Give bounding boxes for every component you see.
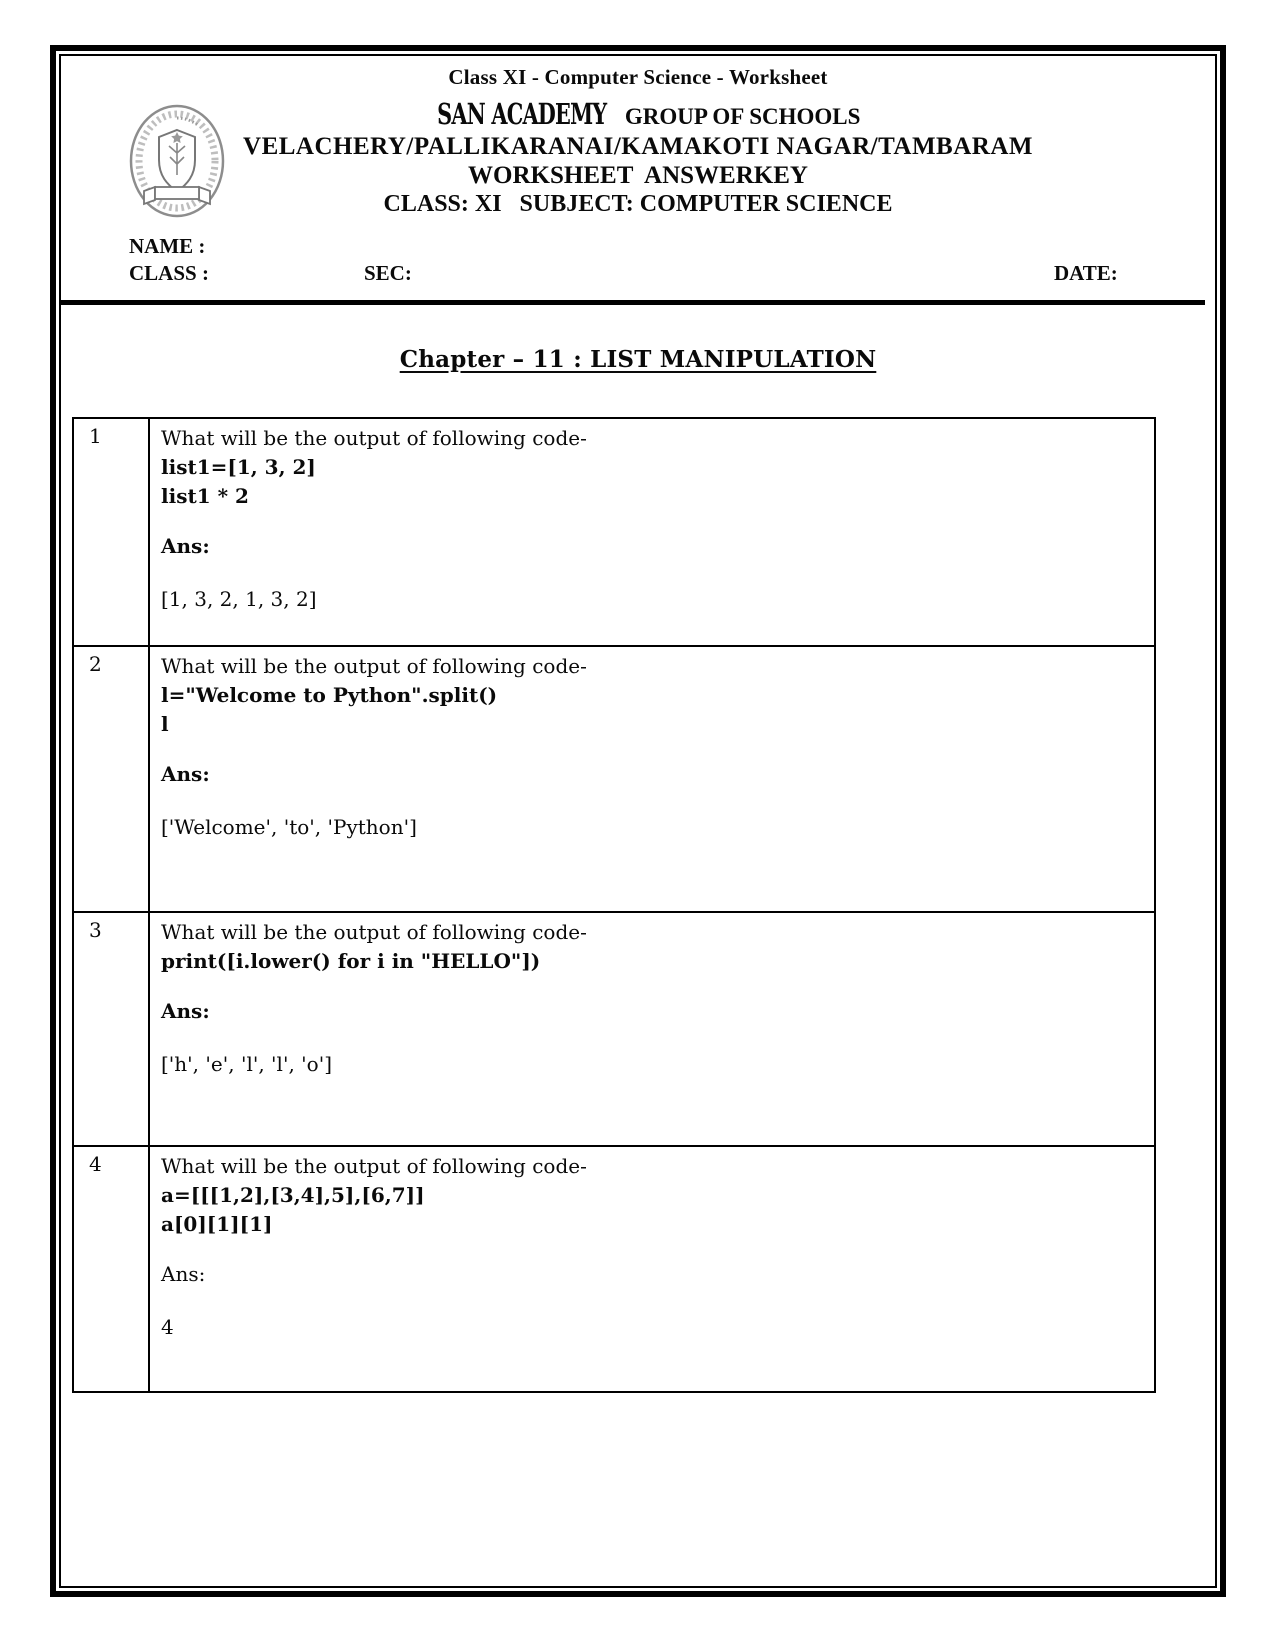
page-frame [50,45,1226,1597]
answer-label: Ans: [161,762,210,786]
question-row [73,646,1155,912]
document-title: Class XI - Computer Science - Worksheet [448,65,828,89]
class-subject-line: CLASS: XI SUBJECT: COMPUTER SCIENCE [383,191,893,217]
question-row [73,1146,1155,1392]
questions-tbody [73,418,1155,1392]
question-cell [149,1146,1155,1392]
worksheet-answerkey-line: WORKSHEET ANSWERKEY [468,162,808,189]
code-line: l [161,712,169,736]
code-line: list1 * 2 [161,484,249,508]
question-cell [149,418,1155,646]
school-name-suffix: GROUP OF SCHOOLS [619,104,861,129]
answer-text: [1, 3, 2, 1, 3, 2] [161,587,317,611]
school-name-decorative: SAN ACADEMY [436,98,606,132]
chapter-title: Chapter – 11 : LIST MANIPULATION [399,346,877,373]
question-code [161,453,1142,511]
question-prompt: What will be the output of following code- [161,654,587,678]
question-prompt: What will be the output of following code- [161,1154,587,1178]
school-crest-icon [127,103,227,221]
questions-table [72,417,1156,1393]
page-frame-inner [59,54,1217,1588]
code-line: print([i.lower() for i in "HELLO"]) [161,949,541,973]
student-fields [61,234,1215,287]
date-label: DATE: [1054,261,1118,285]
answer-text: ['Welcome', 'to', 'Python'] [161,815,417,839]
question-cell [149,646,1155,912]
question-number: 2 [73,646,149,912]
question-prompt: What will be the output of following code- [161,426,587,450]
question-row [73,912,1155,1146]
header-divider-rule [61,300,1205,305]
question-code [161,681,1142,739]
school-name-line [61,98,1215,132]
code-line: a=[[[1,2],[3,4],5],[6,7]] [161,1183,425,1207]
answer-label: Ans: [161,1262,206,1286]
school-header [61,98,1215,219]
class-label: CLASS : [129,261,209,285]
question-cell [149,912,1155,1146]
question-number: 3 [73,912,149,1146]
answer-text: ['h', 'e', 'l', 'l', 'o'] [161,1052,332,1076]
code-line: a[0][1][1] [161,1212,273,1236]
answer-text: 4 [161,1315,174,1339]
answer-label: Ans: [161,999,210,1023]
question-prompt: What will be the output of following code- [161,920,587,944]
question-code [161,947,1142,976]
answer-label: Ans: [161,534,210,558]
school-branches: VELACHERY/PALLIKARANAI/KAMAKOTI NAGAR/TAMBARAM [243,133,1033,160]
question-code [161,1181,1142,1239]
code-line: l="Welcome to Python".split() [161,683,498,707]
question-number: 4 [73,1146,149,1392]
question-number: 1 [73,418,149,646]
code-line: list1=[1, 3, 2] [161,455,316,479]
name-label: NAME : [129,234,206,258]
sec-label: SEC: [364,261,412,285]
school-crest-logo [127,103,227,226]
question-row [73,418,1155,646]
